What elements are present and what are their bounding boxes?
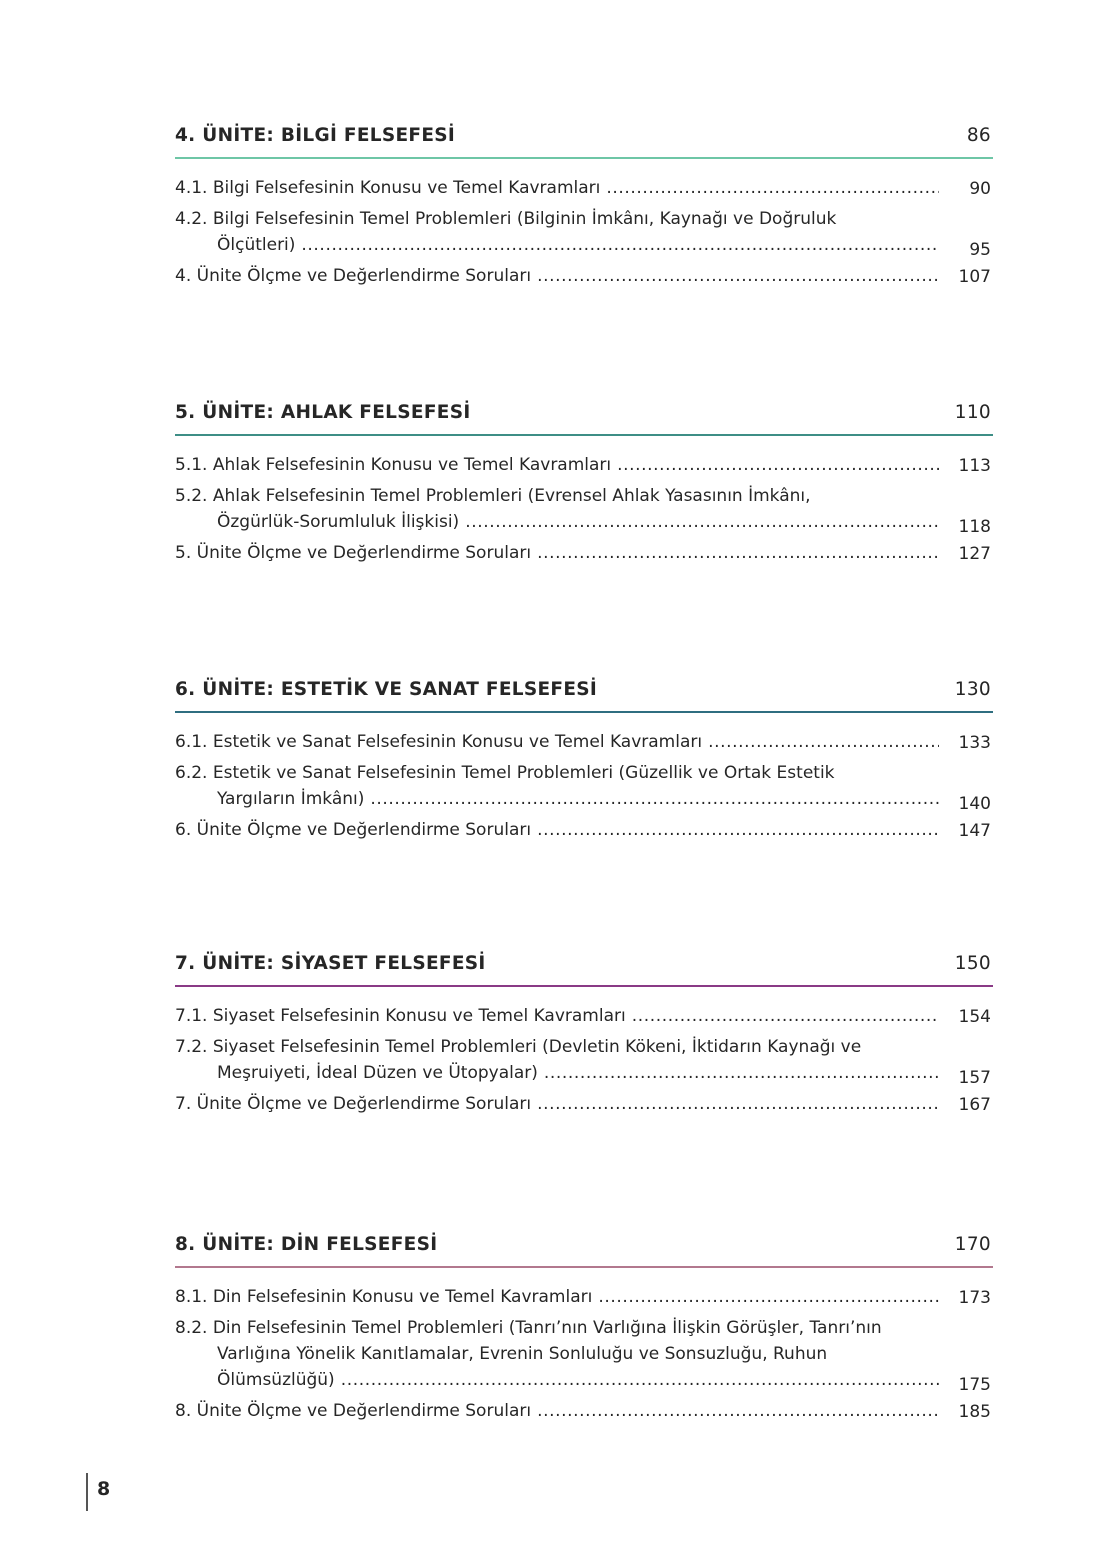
unit-divider (175, 157, 993, 159)
toc-entry-page-number: 185 (958, 1402, 991, 1422)
toc-entry-line: 5.2. Ahlak Felsefesinin Temel Problemleri (Evrensel Ahlak Yasasının İmkânı, (175, 486, 811, 506)
dot-leader (531, 1401, 939, 1421)
dot-leader (531, 1094, 939, 1114)
toc-entry-line: 8.2. Din Felsefesinin Temel Problemleri (Tanrı’nın Varlığına İlişkin Görüşler, Tanrı’nın (175, 1318, 882, 1338)
toc-entry[interactable] (175, 1284, 993, 1310)
unit-page-number: 130 (954, 679, 991, 700)
unit-title: 8. ÜNİTE: DİN FELSEFESİ (175, 1234, 438, 1255)
toc-entry-page-number: 173 (958, 1288, 991, 1308)
toc-entry-line: Ölümsüzlüğü) (217, 1370, 335, 1390)
unit-heading[interactable] (175, 125, 993, 157)
toc-entry[interactable] (175, 1003, 993, 1029)
unit-divider (175, 711, 993, 713)
toc-entry-line: 7. Ünite Ölçme ve Değerlendirme Soruları (175, 1094, 532, 1114)
unit-entries (175, 1284, 993, 1424)
toc-entry-page-number: 167 (958, 1095, 991, 1115)
toc-entry-line: 7.2. Siyaset Felsefesinin Temel Problemleri (Devletin Kökeni, İktidarın Kaynağı ve (175, 1037, 862, 1057)
toc-entry[interactable] (175, 729, 993, 755)
dot-leader (531, 266, 939, 286)
dot-leader (335, 1370, 939, 1390)
toc-entry-text (175, 509, 939, 535)
unit-page-number: 150 (954, 953, 991, 974)
toc-entry-text (175, 1003, 939, 1029)
toc-unit-section (175, 402, 993, 566)
toc-entry-line: 4.1. Bilgi Felsefesinin Konusu ve Temel Kavramları (175, 178, 601, 198)
toc-entry-page-number: 157 (958, 1068, 991, 1088)
toc-entry-line: 6.2. Estetik ve Sanat Felsefesinin Temel Problemleri (Güzellik ve Ortak Estetik (175, 763, 835, 783)
toc-entry-page-number: 90 (969, 179, 991, 199)
toc-entry-text (175, 452, 939, 478)
toc-entry-text (175, 483, 939, 509)
toc-entry-line: 4. Ünite Ölçme ve Değerlendirme Soruları (175, 266, 532, 286)
toc-entry-text (175, 1398, 939, 1424)
unit-page-number: 110 (954, 402, 991, 423)
toc-entry-text (175, 760, 939, 786)
dot-leader (531, 543, 939, 563)
unit-title: 5. ÜNİTE: AHLAK FELSEFESİ (175, 402, 471, 423)
toc-entry-line: Meşruiyeti, İdeal Düzen ve Ütopyalar) (217, 1063, 538, 1083)
dot-leader (600, 178, 939, 198)
dot-leader (364, 789, 939, 809)
toc-entry-text (175, 1367, 939, 1393)
unit-entries (175, 452, 993, 566)
toc-entry-line: Ölçütleri) (217, 235, 296, 255)
dot-leader (295, 235, 939, 255)
unit-entries (175, 729, 993, 843)
toc-entry-line: 6. Ünite Ölçme ve Değerlendirme Soruları (175, 820, 532, 840)
toc-entry-page-number: 133 (958, 733, 991, 753)
toc-entry-text (175, 1034, 939, 1060)
toc-unit-section (175, 1234, 993, 1424)
unit-heading[interactable] (175, 953, 993, 985)
unit-heading[interactable] (175, 402, 993, 434)
toc-unit-section (175, 953, 993, 1117)
toc-entry[interactable] (175, 206, 993, 258)
toc-entry-line: 6.1. Estetik ve Sanat Felsefesinin Konusu ve Temel Kavramları (175, 732, 703, 752)
toc-entry-text (175, 232, 939, 258)
toc-entry-page-number: 118 (958, 517, 991, 537)
toc-entry-text (175, 786, 939, 812)
toc-entry-text (175, 263, 939, 289)
toc-entry-page-number: 113 (958, 456, 991, 476)
toc-entry-text (175, 1284, 939, 1310)
toc-entry[interactable] (175, 1398, 993, 1424)
unit-divider (175, 1266, 993, 1268)
toc-entry-text (175, 1341, 939, 1367)
toc-entry-page-number: 147 (958, 821, 991, 841)
unit-title: 4. ÜNİTE: BİLGİ FELSEFESİ (175, 125, 456, 146)
toc-entry[interactable] (175, 175, 993, 201)
toc-entry-text (175, 175, 939, 201)
toc-entry-line: 8. Ünite Ölçme ve Değerlendirme Soruları (175, 1401, 532, 1421)
toc-entry-text (175, 540, 939, 566)
toc-entry[interactable] (175, 540, 993, 566)
toc-entry-line: Yargıların İmkânı) (217, 789, 365, 809)
toc-entry-line: 7.1. Siyaset Felsefesinin Konusu ve Temel Kavramları (175, 1006, 626, 1026)
toc-entry-page-number: 140 (958, 794, 991, 814)
toc-entry-text (175, 1315, 939, 1341)
unit-title: 7. ÜNİTE: SİYASET FELSEFESİ (175, 953, 486, 974)
dot-leader (459, 512, 939, 532)
toc-entry-page-number: 175 (958, 1375, 991, 1395)
unit-heading[interactable] (175, 679, 993, 711)
toc-entry-text (175, 729, 939, 755)
toc-entry[interactable] (175, 760, 993, 812)
toc-entry-page-number: 95 (969, 240, 991, 260)
toc-entry-line: 5. Ünite Ölçme ve Değerlendirme Soruları (175, 543, 532, 563)
toc-unit-section (175, 679, 993, 843)
toc-entry-line: 4.2. Bilgi Felsefesinin Temel Problemleri (Bilginin İmkânı, Kaynağı ve Doğruluk (175, 209, 837, 229)
toc-entry[interactable] (175, 263, 993, 289)
toc-entry-line: Varlığına Yönelik Kanıtlamalar, Evrenin Sonluluğu ve Sonsuzluğu, Ruhun (217, 1344, 828, 1364)
unit-entries (175, 1003, 993, 1117)
page-number: 8 (97, 1478, 111, 1500)
toc-entry-text (175, 206, 939, 232)
unit-title: 6. ÜNİTE: ESTETİK VE SANAT FELSEFESİ (175, 679, 598, 700)
toc-unit-section (175, 125, 993, 289)
toc-entry-text (175, 1060, 939, 1086)
unit-page-number: 170 (954, 1234, 991, 1255)
unit-divider (175, 434, 993, 436)
toc-entry[interactable] (175, 1091, 993, 1117)
toc-entry[interactable] (175, 452, 993, 478)
toc-entry-page-number: 154 (958, 1007, 991, 1027)
toc-entry[interactable] (175, 817, 993, 843)
toc-entry-line: 5.1. Ahlak Felsefesinin Konusu ve Temel Kavramları (175, 455, 612, 475)
toc-entry[interactable] (175, 483, 993, 535)
toc-entry-line: 8.1. Din Felsefesinin Konusu ve Temel Kavramları (175, 1287, 593, 1307)
unit-entries (175, 175, 993, 289)
toc-entry-text (175, 817, 939, 843)
unit-page-number: 86 (966, 125, 991, 146)
unit-divider (175, 985, 993, 987)
dot-leader (531, 820, 939, 840)
toc-entry-line: Özgürlük-Sorumluluk İlişkisi) (217, 512, 460, 532)
toc-entry-text (175, 1091, 939, 1117)
dot-leader (626, 1006, 939, 1026)
dot-leader (592, 1287, 939, 1307)
toc-entry-page-number: 107 (958, 267, 991, 287)
dot-leader (702, 732, 939, 752)
toc-entry-page-number: 127 (958, 544, 991, 564)
unit-heading[interactable] (175, 1234, 993, 1266)
toc-entry[interactable] (175, 1315, 993, 1393)
footer-divider (86, 1473, 88, 1511)
toc-entry[interactable] (175, 1034, 993, 1086)
dot-leader (538, 1063, 939, 1083)
dot-leader (611, 455, 939, 475)
